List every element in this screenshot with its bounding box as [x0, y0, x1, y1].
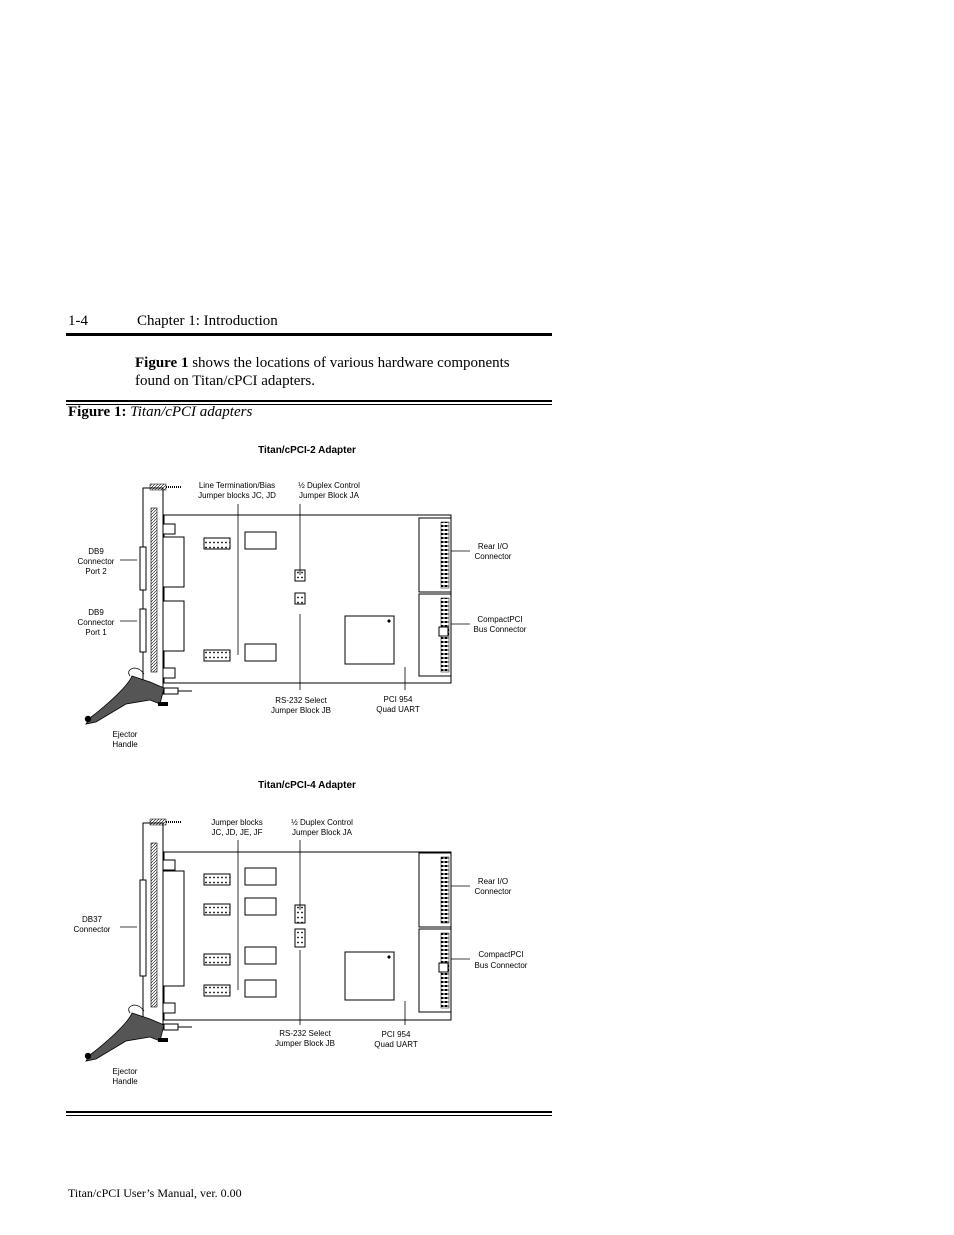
- adapter4-jumper-ja-2: [295, 929, 305, 947]
- adapter4-label-db37-2: Connector: [73, 925, 111, 934]
- adapter2-uart-chip: [345, 616, 394, 664]
- adapter4-jumper-jf: [204, 985, 230, 996]
- adapter4-label-rs232-2: Jumper Block JB: [274, 1039, 336, 1048]
- adapter2-label-rear-io: Rear I/O: [477, 542, 509, 551]
- intro-bold-ref: Figure 1: [135, 355, 189, 371]
- adapter2-label-cpci: CompactPCI: [477, 615, 523, 624]
- adapter4-label-ejector: Ejector: [112, 1067, 138, 1076]
- page-footer: Titan/cPCI User’s Manual, ver. 0.00: [68, 1186, 242, 1200]
- figure-title: Titan/cPCI adapters: [130, 404, 253, 420]
- adapter2-label-rs232: RS-232 Select: [275, 696, 327, 705]
- adapter2-label-rear-io-2: Connector: [474, 552, 512, 561]
- page-number: 1-4: [68, 313, 88, 329]
- adapter2-panel-strip: [151, 508, 157, 672]
- adapter4-label-db37: DB37: [81, 915, 103, 924]
- adapter2-label-db9-port2-3: Port 2: [85, 567, 107, 576]
- adapter2-label-duplex-2: Jumper Block JA: [298, 491, 360, 500]
- adapter2-label-line-term-2: Jumper blocks JC, JD: [198, 491, 276, 500]
- adapter2-label-line-term: Line Termination/Bias: [198, 481, 276, 490]
- adapter4-label-uart: PCI 954: [381, 1030, 411, 1039]
- adapter4-label-rear-io-2: Connector: [474, 887, 512, 896]
- adapter2-ejector-handle: [85, 668, 192, 724]
- figure-label: Figure 1:: [68, 404, 127, 420]
- adapter4-jumper-jd: [204, 904, 230, 915]
- adapter2-label-ejector-2: Handle: [112, 740, 138, 749]
- adapter2-label-db9-port1-2: Connector: [77, 618, 115, 627]
- adapter2-label-db9-port2-2: Connector: [77, 557, 115, 566]
- adapter4-diagram: [74, 780, 528, 1086]
- adapter2-label-db9-port2: DB9: [88, 547, 104, 556]
- adapter4-uart-chip: [345, 952, 394, 1000]
- figure-bottom-rule: [66, 1111, 552, 1116]
- adapter2-label-ejector: Ejector: [112, 730, 138, 739]
- adapter2-jumper-ja-2: [295, 593, 305, 604]
- adapter4-label-cpci-2: Bus Connector: [474, 961, 528, 970]
- adapter2-diagram: [78, 445, 527, 749]
- adapter2-title: Titan/cPCI-2 Adapter: [258, 445, 356, 456]
- adapter2-db9-port2-body: [163, 537, 184, 587]
- intro-text: shows the locations of various hardware components found on Titan/cPCI adapters.: [135, 355, 510, 389]
- adapter2-label-uart: PCI 954: [383, 695, 413, 704]
- adapter2-label-duplex: ½ Duplex Control: [298, 481, 360, 490]
- adapter4-label-rear-io: Rear I/O: [477, 877, 509, 886]
- adapter2-label-db9-port1: DB9: [88, 608, 104, 617]
- adapter2-jumper-jc: [204, 538, 230, 549]
- adapter2-jumper-jd: [204, 650, 230, 661]
- adapter4-label-ejector-2: Handle: [112, 1077, 138, 1086]
- adapter4-label-uart-2: Quad UART: [374, 1040, 418, 1049]
- adapter2-label-uart-2: Quad UART: [376, 705, 420, 714]
- adapter4-db37-shell: [140, 880, 146, 976]
- adapter4-label-jumpers: Jumper blocks: [211, 818, 263, 827]
- adapter2-label-cpci-2: Bus Connector: [473, 625, 527, 634]
- adapter4-title: Titan/cPCI-4 Adapter: [258, 780, 356, 791]
- adapter4-ejector-handle: [85, 1005, 192, 1061]
- adapter4-label-jumpers-2: JC, JD, JE, JF: [211, 828, 263, 837]
- adapter2-label-rs232-2: Jumper Block JB: [270, 706, 332, 715]
- adapter2-db9-port2-shell: [140, 547, 146, 590]
- adapter4-label-cpci: CompactPCI: [478, 950, 524, 959]
- adapter2-top-screw: [150, 484, 166, 490]
- adapter4-jumper-je: [204, 954, 230, 965]
- adapter4-jumper-jc: [204, 874, 230, 885]
- adapter4-label-duplex: ½ Duplex Control: [291, 818, 353, 827]
- adapter4-db37-body: [163, 871, 184, 986]
- chapter-title: Chapter 1: Introduction: [137, 313, 278, 329]
- adapter2-db9-port1-shell: [140, 609, 146, 652]
- adapter4-label-rs232: RS-232 Select: [279, 1029, 331, 1038]
- adapter4-label-duplex-2: Jumper Block JA: [291, 828, 353, 837]
- adapter2-label-db9-port1-3: Port 1: [85, 628, 107, 637]
- adapter2-db9-port1-body: [163, 601, 184, 651]
